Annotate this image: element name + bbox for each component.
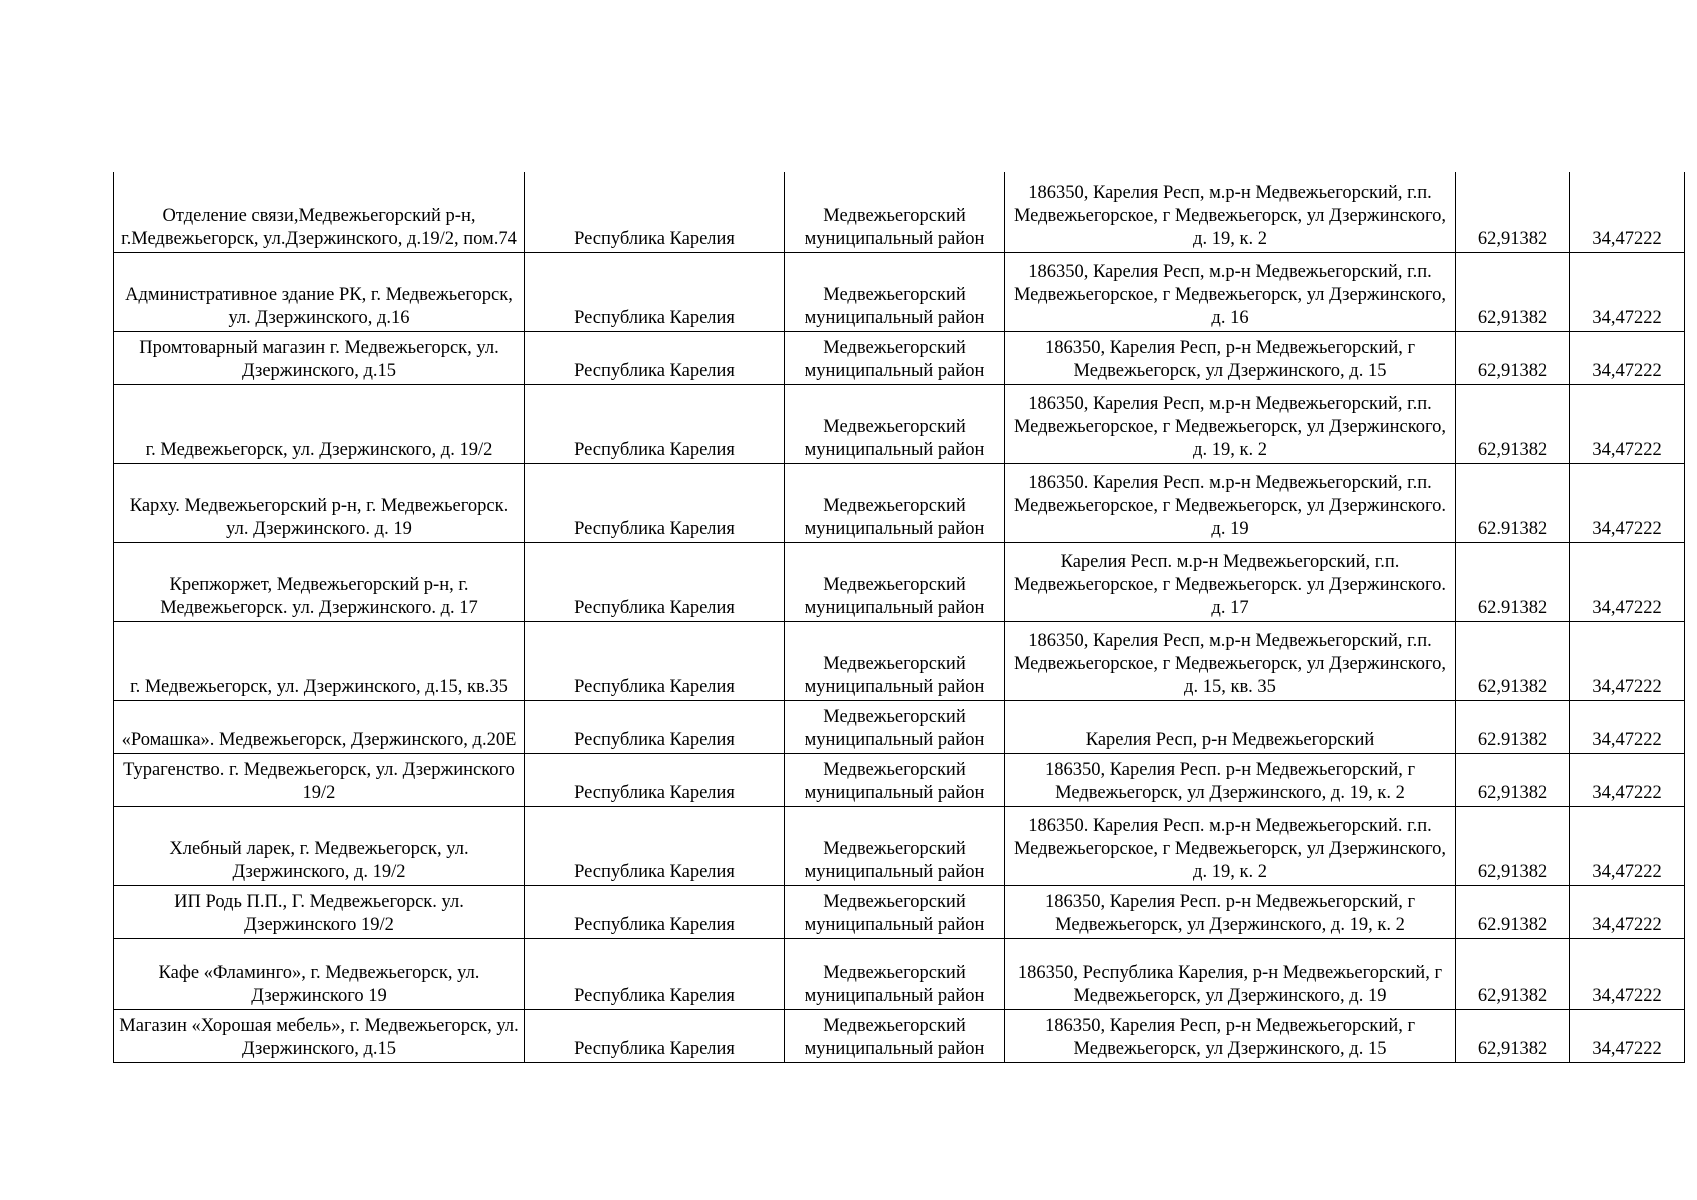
address-cell: 186350, Карелия Респ. р-н Медвежьегорский, г Медвежьегорск, ул Дзержинского, д. 19, к. 2 xyxy=(1005,753,1456,806)
latitude-cell: 62,91382 xyxy=(1456,172,1570,252)
table-row xyxy=(114,252,1685,331)
address-cell: 186350, Карелия Респ, м.р-н Медвежьегорский, г.п. Медвежьегорское, г Медвежьегорск, ул Дзержинского, д. 15, кв. 35 xyxy=(1005,621,1456,700)
region-cell: Республика Карелия xyxy=(525,542,785,621)
district-cell: Медвежьегорский муниципальный район xyxy=(785,463,1005,542)
district-cell: Медвежьегорский муниципальный район xyxy=(785,806,1005,885)
latitude-cell: 62,91382 xyxy=(1456,621,1570,700)
latitude-cell: 62,91382 xyxy=(1456,331,1570,384)
district-cell: Медвежьегорский муниципальный район xyxy=(785,384,1005,463)
district-cell: Медвежьегорский муниципальный район xyxy=(785,331,1005,384)
district-cell: Медвежьегорский муниципальный район xyxy=(785,252,1005,331)
table-row xyxy=(114,621,1685,700)
address-cell: 186350, Карелия Респ, м.р-н Медвежьегорский, г.п. Медвежьегорское, г Медвежьегорск, ул Дзержинского, д. 19, к. 2 xyxy=(1005,172,1456,252)
address-cell: Карелия Респ. м.р-н Медвежьегорский, г.п. Медвежьегорское, г Медвежьегорск. ул Дзержинского. д. 17 xyxy=(1005,542,1456,621)
object-name-cell: г. Медвежьегорск, ул. Дзержинского, д. 19/2 xyxy=(114,384,525,463)
latitude-cell: 62.91382 xyxy=(1456,542,1570,621)
region-cell: Республика Карелия xyxy=(525,384,785,463)
region-cell: Республика Карелия xyxy=(525,1009,785,1062)
latitude-cell: 62,91382 xyxy=(1456,384,1570,463)
longitude-cell: 34,47222 xyxy=(1570,806,1685,885)
address-cell: 186350, Карелия Респ, р-н Медвежьегорский, г Медвежьегорск, ул Дзержинского, д. 15 xyxy=(1005,1009,1456,1062)
address-table xyxy=(113,172,1685,1063)
object-name-cell: Карху. Медвежьегорский р-н, г. Медвежьегорск. ул. Дзержинского. д. 19 xyxy=(114,463,525,542)
region-cell: Республика Карелия xyxy=(525,172,785,252)
longitude-cell: 34,47222 xyxy=(1570,542,1685,621)
latitude-cell: 62,91382 xyxy=(1456,1009,1570,1062)
district-cell: Медвежьегорский муниципальный район xyxy=(785,885,1005,938)
address-cell: 186350. Карелия Респ. м.р-н Медвежьегорский. г.п. Медвежьегорское, г Медвежьегорск, ул Дзержинского, д. 19, к. 2 xyxy=(1005,806,1456,885)
longitude-cell: 34,47222 xyxy=(1570,700,1685,753)
district-cell: Медвежьегорский муниципальный район xyxy=(785,172,1005,252)
table-row xyxy=(114,806,1685,885)
table-row xyxy=(114,753,1685,806)
address-cell: 186350. Карелия Респ. м.р-н Медвежьегорский, г.п. Медвежьегорское, г Медвежьегорск, ул Дзержинского. д. 19 xyxy=(1005,463,1456,542)
latitude-cell: 62.91382 xyxy=(1456,700,1570,753)
table-row xyxy=(114,938,1685,1009)
district-cell: Медвежьегорский муниципальный район xyxy=(785,753,1005,806)
region-cell: Республика Карелия xyxy=(525,753,785,806)
object-name-cell: «Ромашка». Медвежьегорск, Дзержинского, д.20Е xyxy=(114,700,525,753)
longitude-cell: 34,47222 xyxy=(1570,621,1685,700)
longitude-cell: 34,47222 xyxy=(1570,463,1685,542)
table-row xyxy=(114,885,1685,938)
region-cell: Республика Карелия xyxy=(525,700,785,753)
longitude-cell: 34,47222 xyxy=(1570,331,1685,384)
table-row xyxy=(114,384,1685,463)
object-name-cell: Отделение связи,Медвежьегорский р-н, г.Медвежьегорск, ул.Дзержинского, д.19/2, пом.74 xyxy=(114,172,525,252)
region-cell: Республика Карелия xyxy=(525,463,785,542)
table-row xyxy=(114,463,1685,542)
latitude-cell: 62,91382 xyxy=(1456,753,1570,806)
district-cell: Медвежьегорский муниципальный район xyxy=(785,700,1005,753)
object-name-cell: Хлебный ларек, г. Медвежьегорск, ул. Дзержинского, д. 19/2 xyxy=(114,806,525,885)
region-cell: Республика Карелия xyxy=(525,331,785,384)
longitude-cell: 34,47222 xyxy=(1570,753,1685,806)
object-name-cell: Кафе «Фламинго», г. Медвежьегорск, ул. Дзержинского 19 xyxy=(114,938,525,1009)
address-cell: 186350, Карелия Респ. р-н Медвежьегорский, г Медвежьегорск, ул Дзержинского, д. 19, к. 2 xyxy=(1005,885,1456,938)
object-name-cell: Крепжоржет, Медвежьегорский р-н, г. Медвежьегорск. ул. Дзержинского. д. 17 xyxy=(114,542,525,621)
address-cell: 186350, Карелия Респ, м.р-н Медвежьегорский, г.п. Медвежьегорское, г Медвежьегорск, ул Дзержинского, д. 16 xyxy=(1005,252,1456,331)
address-cell: Карелия Респ, р-н Медвежьегорский xyxy=(1005,700,1456,753)
object-name-cell: Административное здание РК, г. Медвежьегорск, ул. Дзержинского, д.16 xyxy=(114,252,525,331)
document-sheet xyxy=(113,172,1684,1063)
object-name-cell: Турагенство. г. Медвежьегорск, ул. Дзержинского 19/2 xyxy=(114,753,525,806)
longitude-cell: 34,47222 xyxy=(1570,1009,1685,1062)
table-row xyxy=(114,1009,1685,1062)
district-cell: Медвежьегорский муниципальный район xyxy=(785,1009,1005,1062)
address-cell: 186350, Карелия Респ, м.р-н Медвежьегорский, г.п. Медвежьегорское, г Медвежьегорск, ул Дзержинского, д. 19, к. 2 xyxy=(1005,384,1456,463)
address-table-body xyxy=(114,172,1685,1062)
region-cell: Республика Карелия xyxy=(525,885,785,938)
table-row xyxy=(114,542,1685,621)
table-row xyxy=(114,700,1685,753)
latitude-cell: 62,91382 xyxy=(1456,806,1570,885)
longitude-cell: 34,47222 xyxy=(1570,384,1685,463)
table-row xyxy=(114,172,1685,252)
object-name-cell: ИП Родь П.П., Г. Медвежьегорск. ул. Дзержинского 19/2 xyxy=(114,885,525,938)
table-row xyxy=(114,331,1685,384)
district-cell: Медвежьегорский муниципальный район xyxy=(785,621,1005,700)
address-cell: 186350, Карелия Респ, р-н Медвежьегорский, г Медвежьегорск, ул Дзержинского, д. 15 xyxy=(1005,331,1456,384)
latitude-cell: 62,91382 xyxy=(1456,252,1570,331)
latitude-cell: 62.91382 xyxy=(1456,463,1570,542)
region-cell: Республика Карелия xyxy=(525,252,785,331)
object-name-cell: г. Медвежьегорск, ул. Дзержинского, д.15, кв.35 xyxy=(114,621,525,700)
longitude-cell: 34,47222 xyxy=(1570,252,1685,331)
object-name-cell: Промтоварный магазин г. Медвежьегорск, ул. Дзержинского, д.15 xyxy=(114,331,525,384)
latitude-cell: 62,91382 xyxy=(1456,938,1570,1009)
longitude-cell: 34,47222 xyxy=(1570,885,1685,938)
object-name-cell: Магазин «Хорошая мебель», г. Медвежьегорск, ул. Дзержинского, д.15 xyxy=(114,1009,525,1062)
region-cell: Республика Карелия xyxy=(525,621,785,700)
latitude-cell: 62.91382 xyxy=(1456,885,1570,938)
region-cell: Республика Карелия xyxy=(525,938,785,1009)
region-cell: Республика Карелия xyxy=(525,806,785,885)
longitude-cell: 34,47222 xyxy=(1570,938,1685,1009)
address-cell: 186350, Республика Карелия, р-н Медвежьегорский, г Медвежьегорск, ул Дзержинского, д. 19 xyxy=(1005,938,1456,1009)
district-cell: Медвежьегорский муниципальный район xyxy=(785,938,1005,1009)
district-cell: Медвежьегорский муниципальный район xyxy=(785,542,1005,621)
longitude-cell: 34,47222 xyxy=(1570,172,1685,252)
